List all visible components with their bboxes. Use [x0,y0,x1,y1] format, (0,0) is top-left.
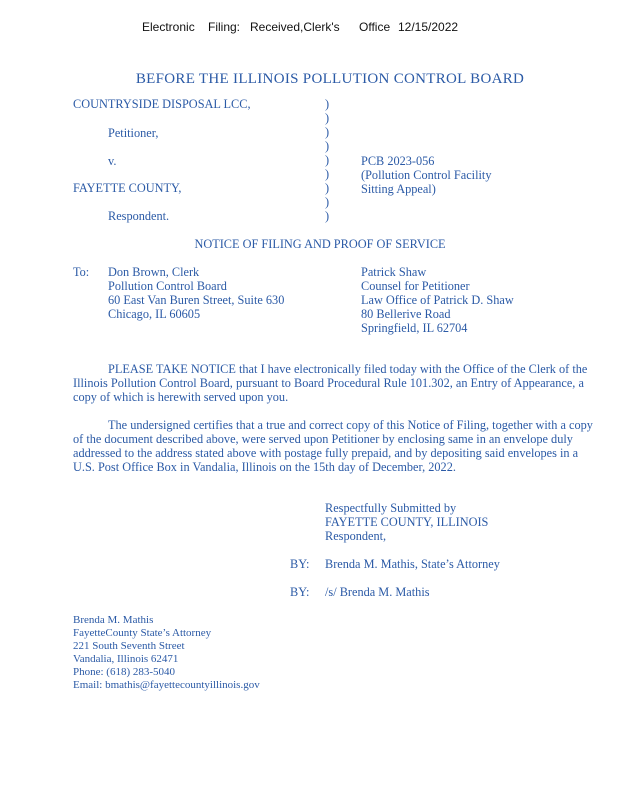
recipient-role: Counsel for Petitioner [361,279,470,293]
defendant-name: FAYETTE COUNTY, [73,181,182,195]
signature-block [325,501,488,543]
signing-party: FAYETTE COUNTY, ILLINOIS [325,515,489,529]
notice-paragraph [73,362,601,404]
by-label: BY: [290,557,310,571]
recipient-counsel [361,265,514,335]
recipient-firm: Law Office of Patrick D. Shaw [361,293,514,307]
notice-heading: NOTICE OF FILING AND PROOF OF SERVICE [194,237,446,251]
recipient-name: Patrick Shaw [361,265,427,279]
header-electronic: Electronic [142,20,195,34]
recipient-org: Pollution Control Board [108,279,227,293]
bracket: ) [325,209,330,223]
respondent-label: Respondent. [108,209,170,223]
recipient-address-2: Springfield, IL 62704 [361,321,468,335]
respectfully-submitted: Respectfully Submitted by [325,501,457,515]
contact-title: FayetteCounty State’s Attorney [73,627,212,639]
header-date: 12/15/2022 [398,20,459,34]
by-label: BY: [290,585,310,599]
footer-contact [73,614,260,692]
versus-label: v. [108,154,117,168]
contact-city: Vandalia, Illinois 62471 [73,653,179,665]
bracket: ) [325,153,330,167]
recipient-address-1: 80 Bellerive Road [361,307,451,321]
proof-of-service-paragraph [73,418,601,474]
page-title: BEFORE THE ILLINOIS POLLUTION CONTROL BOARD [135,71,525,87]
contact-phone: Phone: (618) 283-5040 [73,666,176,678]
recipient-name: Don Brown, Clerk [108,265,200,279]
party-role: Respondent, [325,529,387,543]
contact-email[interactable]: Email: bmathis@fayettecountyillinois.gov [73,679,260,691]
header-filing: Filing: [208,20,241,34]
contact-name: Brenda M. Mathis [73,614,154,626]
bracket: ) [325,195,330,209]
recipient-clerk [108,265,284,321]
to-label: To: [73,265,90,279]
petitioner-label: Petitioner, [108,126,159,140]
case-description-1: (Pollution Control Facility [361,168,492,182]
bracket: ) [325,167,330,181]
bracket: ) [325,181,330,195]
bracket: ) [325,139,330,153]
signer-name-title: Brenda M. Mathis, State’s Attorney [325,557,500,571]
proof-of-service-text: The undersigned certifies that a true and correct copy of this Notice of Filing, together with a copy of the document described above, were served upon Petitioner by enclosing same in an envelope duly addressed to the address stated above with postage fully prepaid, and by depositing said envelopes in a U.S. Post Office Box in Vandalia, Illinois on the 15th day of December, 2022. [73,418,593,474]
bracket: ) [325,111,330,125]
header-received: Received,Clerk's [250,20,340,34]
electronic-signature: /s/ Brenda M. Mathis [325,585,430,599]
bracket: ) [325,125,330,139]
contact-address: 221 South Seventh Street [73,640,185,652]
notice-paragraph-text: PLEASE TAKE NOTICE that I have electronically filed today with the Office of the Clerk of the Illinois Pollution Control Board, pursuant to Board Procedural Rule 101.302, an Entry of Appearance, a copy of which is herewith served upon you. [73,362,588,404]
plaintiff-name: COUNTRYSIDE DISPOSAL LCC, [73,97,251,111]
case-number: PCB 2023-056 [361,154,435,168]
case-description-2: Sitting Appeal) [361,182,436,196]
recipient-address-2: Chicago, IL 60605 [108,307,201,321]
bracket: ) [325,97,330,111]
header-office: Office [359,20,391,34]
caption-brackets [325,97,329,223]
recipient-address-1: 60 East Van Buren Street, Suite 630 [108,293,285,307]
